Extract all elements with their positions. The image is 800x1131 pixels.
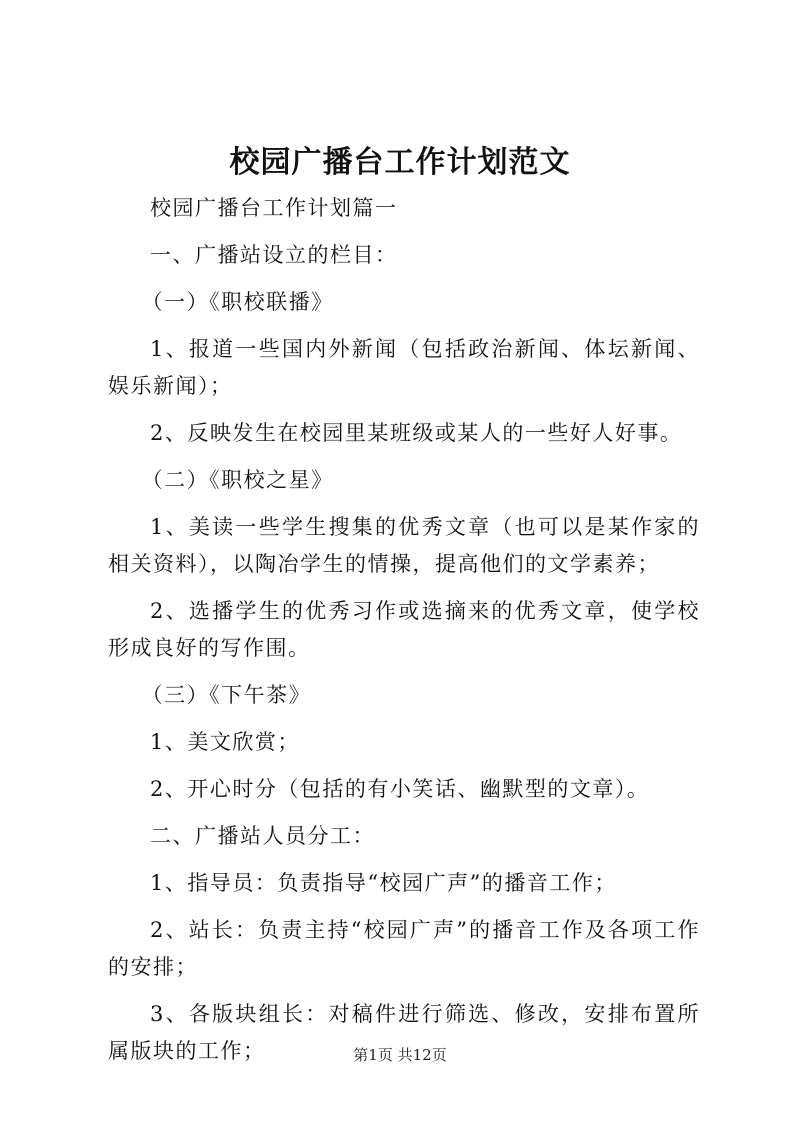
page-label: 第 (353, 1046, 369, 1064)
paragraph: 1、美读一些学生搜集的优秀文章（也可以是某作家的相关资料），以陶冶学生的情操，提高他们的文学素养； (108, 515, 700, 576)
paragraph: 1、指导员：负责指导“校园广声”的播音工作； (150, 871, 617, 895)
section-heading: 校园广播台工作计划篇一 (150, 196, 398, 220)
document-title: 校园广播台工作计划范文 (229, 145, 571, 180)
paragraph: 1、美文欣赏； (150, 730, 300, 754)
paragraph: 一、广播站设立的栏目： (150, 243, 398, 267)
paragraph: （一）《职校联播》 (141, 290, 334, 314)
paragraph: 2、站长：负责主持“校园广声”的播音工作及各项工作的安排； (108, 918, 700, 979)
paragraph: （三）《下午茶》 (141, 683, 312, 707)
paragraph: （二）《职校之星》 (141, 468, 334, 492)
total-prefix: 共 (397, 1046, 413, 1064)
paragraph: 3、各版块组长：对稿件进行筛选、修改，安排布置所属版块的工作； (108, 1002, 700, 1063)
document-body (108, 190, 700, 1080)
total-unit: 页 (431, 1046, 447, 1064)
page-footer (0, 1044, 800, 1066)
paragraph: 2、开心时分（包括的有小笑话、幽默型的文章）。 (150, 777, 650, 801)
paragraph: 1、报道一些国内外新闻（包括政治新闻、体坛新闻、娱乐新闻）； (108, 337, 700, 398)
total-page-count: 12 (412, 1046, 432, 1064)
page-unit: 页 (377, 1046, 393, 1064)
paragraph: 二、广播站人员分工： (150, 824, 375, 848)
paragraph: 2、选播学生的优秀习作或选摘来的优秀文章，使学校形成良好的写作围。 (108, 599, 700, 660)
current-page-number: 1 (368, 1046, 378, 1064)
paragraph: 2、反映发生在校园里某班级或某人的一些好人好事。 (150, 421, 683, 445)
